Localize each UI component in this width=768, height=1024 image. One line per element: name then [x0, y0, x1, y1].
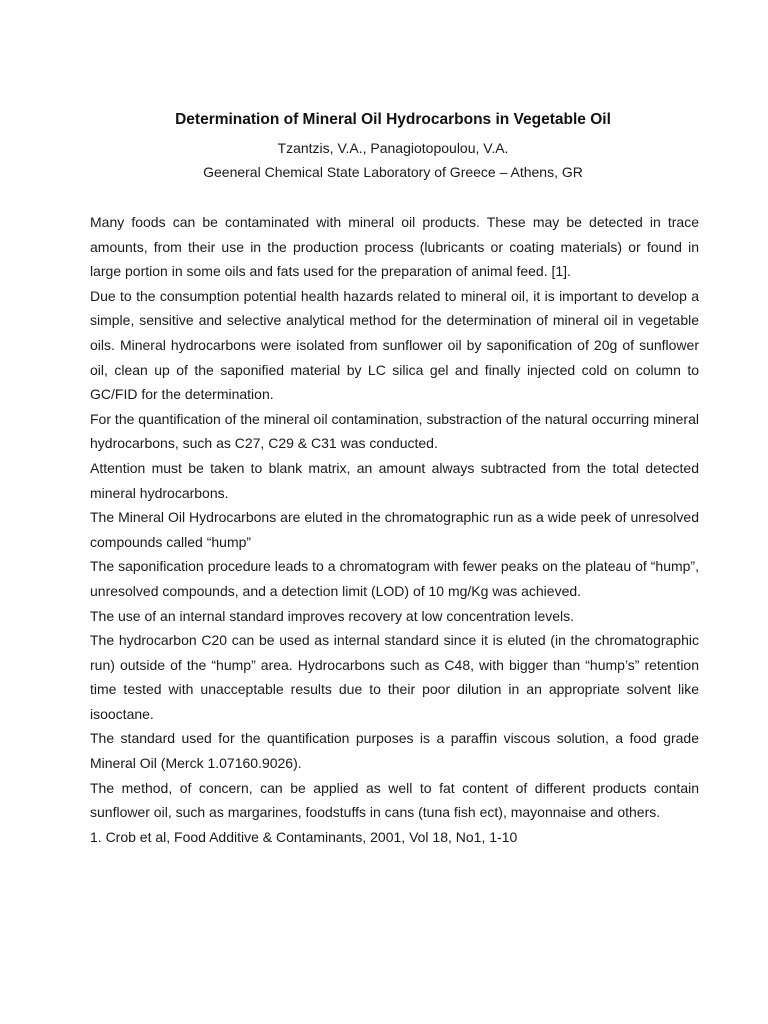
paper-body: [90, 210, 699, 849]
body-paragraph: The use of an internal standard improves recovery at low concentration levels.: [90, 607, 575, 624]
body-paragraph: Attention must be taken to blank matrix, an amount always subtracted from the total detected mineral hydrocarbons.: [90, 459, 699, 501]
paper-title: Determination of Mineral Oil Hydrocarbons in Vegetable Oil: [175, 111, 611, 128]
body-paragraph: Due to the consumption potential health hazards related to mineral oil, it is important to develop a simple, sensitive and selective analytical method for the determination of mineral oil in vegetable oils. Mineral hydrocarbons were isolated from sunflower oil by saponification of 20g of sunflower oil, clean up of the saponified material by LC silica gel and finally injected cold on column to GC/FID for the determination.: [90, 287, 699, 403]
paper-authors: Tzantzis, V.A., Panagiotopoulou, V.A.: [277, 140, 509, 156]
body-paragraph: The hydrocarbon C20 can be used as internal standard since it is eluted (in the chromatographic run) outside of the “hump” area. Hydrocarbons such as C48, with bigger than “hump’s” retention time tested with unacceptable results due to their poor dilution in an appropriate solvent like isooctane.: [90, 632, 699, 722]
paper-affiliation: Geeneral Chemical State Laboratory of Greece – Athens, GR: [203, 164, 583, 180]
reference-item: 1. Crob et al, Food Additive & Contaminants, 2001, Vol 18, No1, 1-10: [90, 828, 518, 845]
body-paragraph: The Mineral Oil Hydrocarbons are eluted in the chromatographic run as a wide peek of unresolved compounds called “hump”: [90, 509, 699, 550]
body-paragraph: For the quantification of the mineral oil contamination, substraction of the natural occurring mineral hydrocarbons, such as C27, C29 & C31 was conducted.: [90, 410, 699, 452]
body-paragraph: Many foods can be contaminated with mineral oil products. These may be detected in trace amounts, from their use in the production process (lubricants or coating materials) or found in large portion in some oils and fats used for the preparation of animal feed. [1].: [90, 214, 699, 280]
body-paragraph: The method, of concern, can be applied as well to fat content of different products contain sunflower oil, such as margarines, foodstuffs in cans (tuna fish ect), mayonnaise and others.: [90, 779, 699, 821]
body-paragraph: The saponification procedure leads to a chromatogram with fewer peaks on the plateau of “hump”, unresolved compounds, and a detection limit (LOD) of 10 mg/Kg was achieved.: [90, 558, 699, 599]
body-paragraph: The standard used for the quantification purposes is a paraffin viscous solution, a food grade Mineral Oil (Merck 1.07160.9026).: [90, 730, 699, 772]
